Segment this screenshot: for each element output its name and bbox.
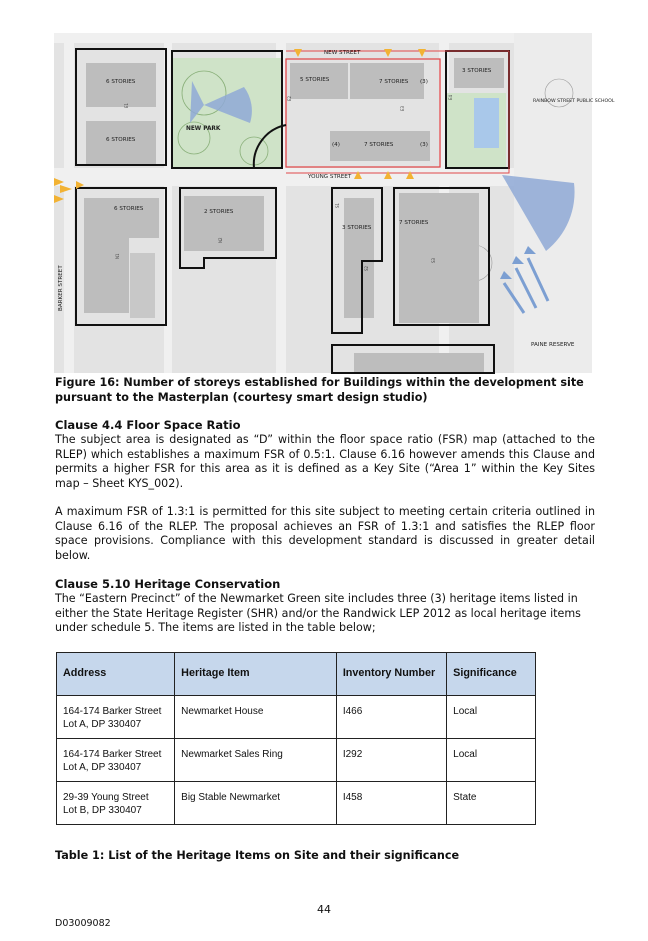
- paragraph-heritage: The “Eastern Precinct” of the Newmarket Green site includes three (3) heritage items listed in either the State Heritage Register (SHR) and/or the Randwick LEP 2012 as local heritage items under schedule 5. The items are listed in the table below;: [55, 592, 581, 635]
- lot-line: Lot B, DP 330407: [63, 804, 142, 816]
- heritage-table: [56, 652, 536, 825]
- label-3-stories-2: 3 STORIES: [342, 225, 372, 231]
- cell-address: [57, 739, 175, 782]
- column-header-inventory-number: Inventory Number: [336, 653, 446, 696]
- label-young-street: YOUNG STREET: [308, 174, 352, 180]
- label-3-stories-1: 3 STORIES: [462, 68, 492, 74]
- lot-line: Lot A, DP 330407: [63, 718, 142, 730]
- label-new-street: NEW STREET: [324, 50, 361, 56]
- cell-heritage-item: Newmarket Sales Ring: [175, 739, 337, 782]
- label-7-stories-2: 7 STORIES: [364, 142, 394, 148]
- label-7-stories-3: 7 STORIES: [399, 220, 429, 226]
- table-row: [57, 696, 536, 739]
- label-new-park: NEW PARK: [186, 126, 221, 132]
- address-line: 29-39 Young Street: [63, 792, 149, 803]
- column-header-heritage-item: Heritage Item: [175, 653, 337, 696]
- section-heading-fsr: Clause 4.4 Floor Space Ratio: [55, 418, 241, 432]
- code-e3: E3: [400, 105, 405, 111]
- table-header-row: [57, 653, 536, 696]
- code-e2: E2: [287, 95, 292, 101]
- code-s3: S3: [431, 257, 436, 263]
- cell-inventory-number: I466: [336, 696, 446, 739]
- label-rainbow-school: RAINBOW STREET PUBLIC SCHOOL: [533, 99, 615, 104]
- label-6-stories-1: 6 STORIES: [106, 79, 136, 85]
- code-e1: E1: [124, 102, 129, 108]
- cell-inventory-number: I458: [336, 782, 446, 825]
- code-n1: N1: [115, 253, 120, 259]
- page-number: 44: [317, 903, 331, 916]
- table-row: [57, 782, 536, 825]
- column-header-address: Address: [57, 653, 175, 696]
- cell-inventory-number: I292: [336, 739, 446, 782]
- masterplan-map-svg: [54, 33, 615, 373]
- paragraph-fsr-1: The subject area is designated as “D” within the floor space ratio (FSR) map (attached to the RLEP) which establishes a maximum FSR of 0.5:1. Clause 6.16 however amends this Clause and permits a higher FSR for this area as it is defined as a Key Site (“Area 1” within the Key Sites map – Sheet KYS_002).: [55, 433, 595, 490]
- masterplan-map: [54, 33, 615, 373]
- cell-heritage-item: Newmarket House: [175, 696, 337, 739]
- label-barker-street: BARKER STREET: [58, 265, 64, 311]
- column-header-significance: Significance: [447, 653, 536, 696]
- cell-address: [57, 696, 175, 739]
- section-heading-heritage: Clause 5.10 Heritage Conservation: [55, 577, 281, 591]
- paragraph-fsr-2: A maximum FSR of 1.3:1 is permitted for this site subject to meeting certain criteria outlined in Clause 6.16 of the RLEP. The proposal achieves an FSR of 1.3:1 and satisfies the RLEP floor space provisions. Compliance with this development standard is discussed in greater detail below.: [55, 505, 595, 562]
- label-7-stories-1: 7 STORIES: [379, 79, 409, 85]
- code-s1: S1: [335, 202, 340, 208]
- label-2-stories: 2 STORIES: [204, 209, 234, 215]
- label-5-stories: 5 STORIES: [300, 77, 330, 83]
- label-bracket-3-b: (3): [420, 142, 428, 148]
- cell-address: [57, 782, 175, 825]
- table-row: [57, 739, 536, 782]
- address-line: 164-174 Barker Street: [63, 749, 162, 760]
- cell-significance: Local: [447, 696, 536, 739]
- lot-line: Lot A, DP 330407: [63, 761, 142, 773]
- label-bracket-3-a: (3): [420, 79, 428, 85]
- table-caption: Table 1: List of the Heritage Items on Site and their significance: [55, 849, 460, 862]
- figure-caption: Figure 16: Number of storeys established for Buildings within the development site pursuant to the Masterplan (courtesy smart design studio): [55, 376, 584, 404]
- document-id: D03009082: [55, 918, 111, 929]
- address-line: 164-174 Barker Street: [63, 706, 162, 717]
- code-e4: E4: [448, 94, 453, 100]
- cell-heritage-item: Big Stable Newmarket: [175, 782, 337, 825]
- label-paine-reserve: PAINE RESERVE: [531, 342, 575, 348]
- label-6-stories-3: 6 STORIES: [114, 206, 144, 212]
- label-6-stories-2: 6 STORIES: [106, 137, 136, 143]
- cell-significance: Local: [447, 739, 536, 782]
- code-s2: S2: [364, 265, 369, 271]
- cell-significance: State: [447, 782, 536, 825]
- code-n2: N2: [218, 237, 223, 243]
- label-bracket-4: (4): [332, 142, 340, 148]
